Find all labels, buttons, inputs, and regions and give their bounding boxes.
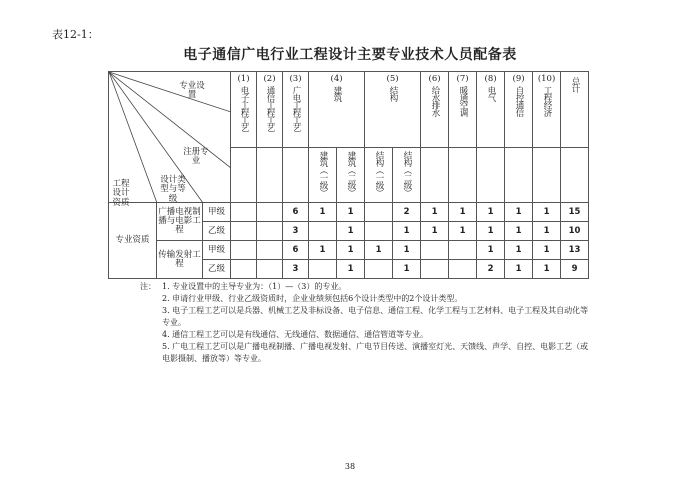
note-item: 5. 广电工程工艺可以是广播电视制播、广播电视发射、广电节目传送、演播室灯光、天馈线、声学、自控、电影工艺（或电影摄制、播放等）等专业。 — [162, 342, 589, 363]
note-item: 注： 1. 专业设置中的主导专业为：（1）—（3）的专业。 — [140, 282, 347, 291]
column-header: (6) 给水排水 — [421, 72, 449, 148]
grade-cell: 乙级 — [203, 260, 231, 279]
value-cell: 1 — [477, 241, 505, 260]
registered-empty — [477, 148, 505, 203]
registered-empty — [257, 148, 283, 203]
grade-cell: 甲级 — [203, 241, 231, 260]
value-cell — [257, 241, 283, 260]
design-type-name: 传输发射工程 — [157, 241, 203, 279]
value-cell — [365, 203, 393, 222]
column-header: (9) 自控通信 — [505, 72, 533, 148]
value-cell — [257, 203, 283, 222]
total-cell: 9 — [561, 260, 589, 279]
registered-specialty-label: 注册专业 — [183, 147, 209, 167]
value-cell: 1 — [505, 241, 533, 260]
value-cell: 1 — [309, 203, 337, 222]
column-header: (5) 结构 — [365, 72, 421, 148]
value-cell: 1 — [337, 203, 365, 222]
value-cell: 1 — [533, 222, 561, 241]
registered-empty — [533, 148, 561, 203]
value-cell: 1 — [505, 222, 533, 241]
value-cell — [231, 203, 257, 222]
grade-cell: 乙级 — [203, 222, 231, 241]
value-cell — [421, 260, 449, 279]
value-cell: 2 — [393, 203, 421, 222]
value-cell — [231, 260, 257, 279]
design-type-grade-label: 设计类型与等级 — [160, 175, 186, 204]
value-cell: 1 — [477, 222, 505, 241]
registered-empty — [283, 148, 309, 203]
total-cell: 13 — [561, 241, 589, 260]
value-cell: 1 — [393, 241, 421, 260]
page-title: 电子通信广电行业工程设计主要专业技术人员配备表 — [183, 47, 517, 63]
value-cell — [449, 260, 477, 279]
column-header: (8) 电气 — [477, 72, 505, 148]
value-cell: 1 — [533, 203, 561, 222]
value-cell: 1 — [309, 241, 337, 260]
value-cell — [365, 260, 393, 279]
total-cell: 10 — [561, 222, 589, 241]
value-cell: 1 — [449, 203, 477, 222]
value-cell — [257, 260, 283, 279]
column-header: (10) 工程经济 — [533, 72, 561, 148]
total-cell: 15 — [561, 203, 589, 222]
value-cell — [421, 241, 449, 260]
specialty-setting-label: 专业设置 — [179, 81, 205, 101]
column-header: (4) 建筑 — [309, 72, 365, 148]
note-item: 4. 通信工程工艺可以是有线通信、无线通信、数据通信、通信管道等专业。 — [162, 330, 429, 339]
value-cell: 1 — [393, 260, 421, 279]
value-cell: 1 — [505, 203, 533, 222]
column-header: (2) 通信工程工艺 — [257, 72, 283, 148]
value-cell: 6 — [283, 203, 309, 222]
value-cell — [231, 241, 257, 260]
column-header-total: 总计 — [561, 72, 589, 148]
value-cell — [257, 222, 283, 241]
page-number: 38 — [344, 462, 356, 471]
value-cell: 1 — [505, 260, 533, 279]
value-cell: 2 — [477, 260, 505, 279]
note-item: 2. 申请行业甲级、行业乙级资质时，企业业绩须包括6个设计类型中的2个设计类型。 — [162, 294, 463, 303]
value-cell: 1 — [393, 222, 421, 241]
value-cell: 1 — [421, 222, 449, 241]
registered-empty — [421, 148, 449, 203]
column-header: (7) 暖通空调 — [449, 72, 477, 148]
value-cell: 1 — [533, 260, 561, 279]
value-cell — [309, 222, 337, 241]
registered-empty — [505, 148, 533, 203]
registered-specialty: 建筑（二级） — [337, 148, 365, 203]
row-group-label: 专业资质 — [109, 203, 157, 279]
registered-empty — [561, 148, 589, 203]
staffing-table — [108, 71, 589, 279]
value-cell — [309, 260, 337, 279]
note-item: 3. 电子工程工艺可以是兵器、机械工艺及非标设备、电子信息、通信工程、化学工程与工艺材料、电子工程及其自动化等专业。 — [162, 306, 589, 327]
value-cell: 1 — [533, 241, 561, 260]
value-cell: 1 — [365, 241, 393, 260]
registered-empty — [449, 148, 477, 203]
value-cell: 1 — [337, 222, 365, 241]
registered-specialty: 结构（二级） — [393, 148, 421, 203]
column-header: (1) 电子工程工艺 — [231, 72, 257, 148]
value-cell — [365, 222, 393, 241]
value-cell: 1 — [337, 260, 365, 279]
corner-header-cell — [109, 72, 231, 208]
value-cell — [231, 222, 257, 241]
notes-heading: 注： — [140, 282, 156, 291]
value-cell — [449, 241, 477, 260]
registered-specialty: 结构（一级） — [365, 148, 393, 203]
design-type-name: 广播电视制播与电影工程 — [157, 203, 203, 241]
registered-empty — [231, 148, 257, 203]
registered-specialty: 建筑（一级） — [309, 148, 337, 203]
column-header: (3) 广电工程工艺 — [283, 72, 309, 148]
table-label: 表12-1： — [52, 28, 99, 41]
notes-block — [140, 281, 590, 365]
value-cell: 1 — [449, 222, 477, 241]
value-cell: 3 — [283, 260, 309, 279]
value-cell: 1 — [421, 203, 449, 222]
value-cell: 3 — [283, 222, 309, 241]
value-cell: 6 — [283, 241, 309, 260]
value-cell: 1 — [477, 203, 505, 222]
value-cell: 1 — [337, 241, 365, 260]
qualification-label: 工程设计资质 — [112, 179, 130, 208]
grade-cell: 甲级 — [203, 203, 231, 222]
